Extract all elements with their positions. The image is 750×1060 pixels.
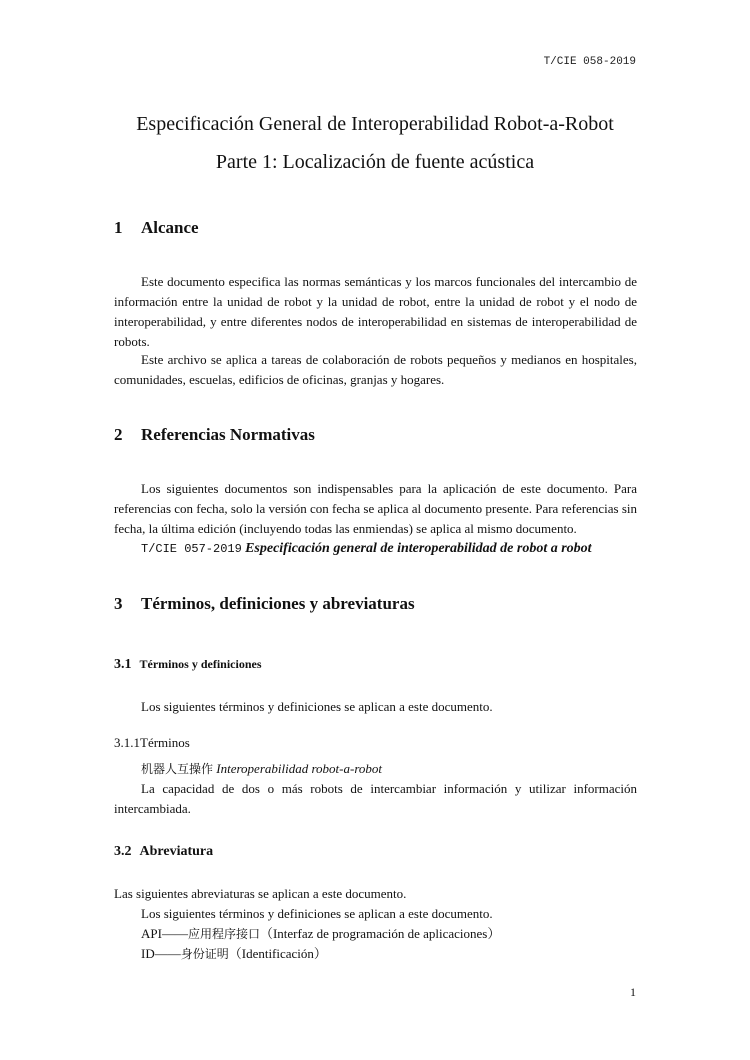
subsection-3-1-heading [114, 656, 262, 673]
section-number: 3 [114, 594, 123, 613]
abbreviation-id [141, 944, 327, 964]
abbreviation-chinese: 应用程序接口 [187, 927, 260, 941]
subsection-3-1-1-heading: 3.1.1Términos [114, 735, 190, 750]
abbreviation-spanish: （Identificación） [228, 946, 327, 961]
section-title: Alcance [141, 218, 199, 237]
term-definition: La capacidad de dos o más robots de intercambiar información y utilizar información intercambiada. [114, 781, 637, 816]
subsection-3-1-paragraph: Los siguientes términos y definiciones se aplican a este documento. [141, 699, 493, 714]
reference-code: T/CIE 057-2019 [141, 542, 242, 556]
section-number: 1 [114, 218, 123, 237]
section-number: 2 [114, 425, 123, 444]
term-chinese: 机器人互操作 [141, 762, 214, 776]
subsection-title: Términos y definiciones [139, 657, 262, 671]
abbreviation-chinese: 身份证明 [180, 947, 229, 961]
section-1-paragraph-1: Este documento especifica las normas semánticas y los marcos funcionales del intercambio de información entre la unidad de robot y la unidad de robot, entre la unidad de robot y el nodo de interoperabilidad, y entre diferentes nodos de interoperabilidad en sistemas de interoperabilidad de robots. [114, 274, 637, 349]
normative-reference [141, 538, 592, 559]
section-1-heading [114, 217, 199, 239]
section-1-paragraph-2: Este archivo se aplica a tareas de colaboración de robots pequeños y medianos en hospitales, comunidades, escuelas, edificios de oficinas, granjas y hogares. [114, 352, 637, 387]
subsection-number: 3.2 [114, 844, 132, 859]
subsection-3-2-heading [114, 843, 213, 860]
section-2-paragraph-1: Los siguientes documentos son indispensables para la aplicación de este documento. Para referencias con fecha, solo la versión con fecha se aplica al documento presente. Para referencias sin fecha, la última edición (incluyendo todas las enmiendas) se aplica al mismo documento. [114, 481, 637, 536]
abbreviations-paragraph: Los siguientes términos y definiciones se aplican a este documento. [141, 906, 493, 921]
section-title: Términos, definiciones y abreviaturas [141, 594, 415, 613]
abbreviation-spanish: （Interfaz de programación de aplicaciones） [259, 926, 501, 941]
term-spanish: Interoperabilidad robot-a-robot [216, 761, 383, 776]
abbreviations-intro: Las siguientes abreviaturas se aplican a este documento. [114, 886, 407, 901]
page-number: 1 [630, 985, 636, 999]
subsection-number: 3.1 [114, 657, 132, 672]
section-3-heading [114, 593, 415, 615]
document-code: T/CIE 058-2019 [543, 56, 636, 68]
abbreviation-code: API—— [141, 926, 188, 941]
abbreviation-code: ID—— [141, 946, 181, 961]
subsection-title: Abreviatura [139, 844, 214, 859]
reference-title: Especificación general de interoperabilidad de robot a robot [245, 541, 592, 556]
document-title: Especificación General de Interoperabilidad Robot-a-Robot [136, 113, 614, 135]
section-title: Referencias Normativas [141, 425, 315, 444]
document-subtitle: Parte 1: Localización de fuente acústica [215, 151, 535, 173]
section-2-heading [114, 424, 315, 446]
abbreviation-api [141, 924, 500, 944]
term-entry [141, 759, 382, 779]
